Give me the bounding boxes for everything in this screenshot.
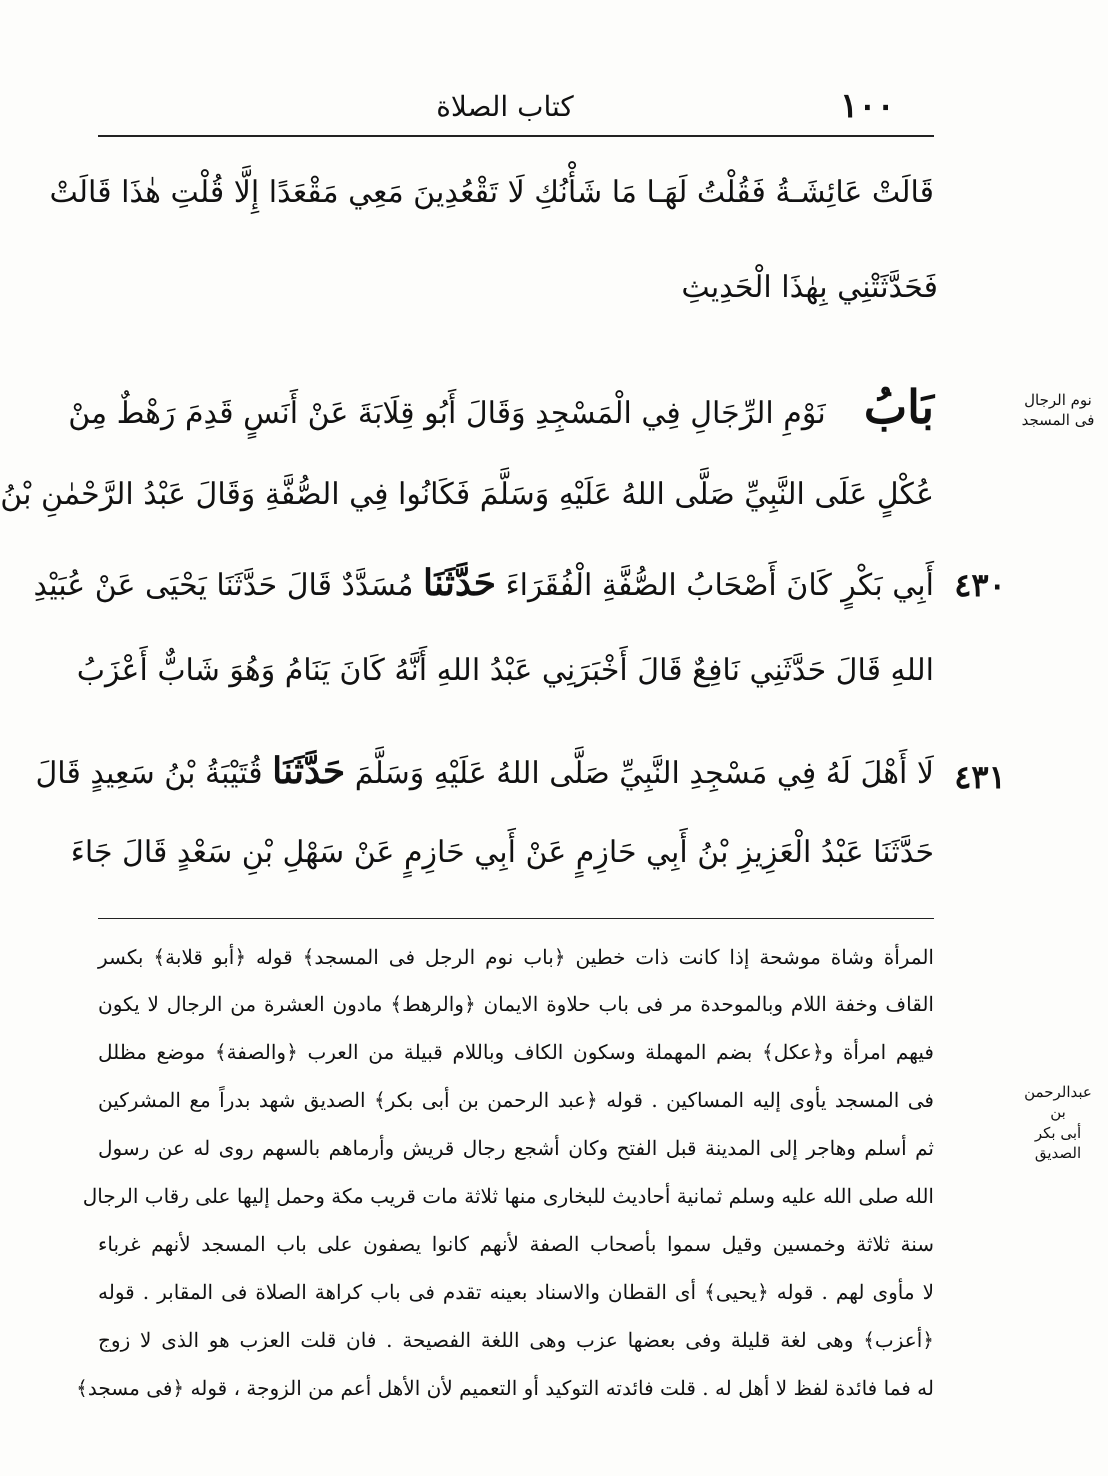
hadith-430-line-1 [33, 562, 934, 604]
footnote-line: لا مأوى لهم . قوله ﴿يحيى﴾ أی القطان والاسناد بعينه تقدم فی باب كراهة الصلاة فی المقابر . قوله [98, 1280, 934, 1304]
footnote-line: سنة ثلاثة وخمسين وقيل سموا بأصحاب الصفة لأنهم كانوا يصفون على باب المسجد لأنهم غرباء [98, 1232, 934, 1256]
footnote-line: فی المسجد يأوی إليه المساكين . قوله ﴿عبد الرحمن بن أبی بكر﴾ الصديق شهد بدراً مع المشركين [98, 1088, 934, 1112]
bab-word: بَابُ [863, 380, 934, 434]
hadith-text: لَا أَهْلَ لَهُ فِي مَسْجِدِ النَّبِيِّ صَلَّى اللهُ عَلَيْهِ وَسَلَّمَ [354, 756, 934, 791]
hadith-number-430: ٤٣٠ [954, 566, 1006, 604]
margin-note-line: نوم الرجال [1024, 391, 1092, 409]
hadith-text: أَبِي بَكْرٍ كَانَ أَصْحَابُ الصُّفَّةِ الْفُقَرَاءَ [505, 568, 934, 603]
haddathana-marker: حَدَّثَنَا [423, 562, 497, 604]
main-text-line: فَحَدَّثَتْنِي بِهٰذَا الْحَدِيثِ [681, 270, 938, 305]
footnote-line: القاف وخفة اللام وبالموحدة مر فی باب حلاوة الایمان ﴿والرهط﴾ مادون العشرة من الرجال لا يكون [98, 992, 934, 1016]
bab-heading-line [68, 380, 934, 434]
footnote-rule [98, 918, 934, 919]
footnote-line: له فما فائدة لفظ لا أهل له . قلت فائدته التوكيد أو التعميم لأن الأهل أعم من الزوجة ، قوله ﴿فی مسجد﴾ [76, 1376, 934, 1400]
main-text-line: عُكْلٍ عَلَى النَّبِيِّ صَلَّى اللهُ عَلَيْهِ وَسَلَّمَ فَكَانُوا فِي الصُّفَّةِ وَقَالَ عَبْدُ الرَّحْمٰنِ بْنُ [0, 477, 934, 512]
haddathana-marker: حَدَّثَنَا [272, 750, 346, 792]
hadith-text: قُتَيْبَةُ بْنُ سَعِيدٍ قَالَ [35, 756, 263, 791]
footnote-line: فيهم امرأة و﴿عكل﴾ بضم المهملة وسكون الكاف وباللام قبيلة من العرب ﴿والصفة﴾ موضع مظلل [98, 1040, 934, 1064]
bab-title-text: نَوْمِ الرِّجَالِ فِي الْمَسْجِدِ وَقَالَ أَبُو قِلَابَةَ عَنْ أَنَسٍ قَدِمَ رَهْطٌ مِنْ [68, 396, 826, 431]
footnote-line: الله صلى الله عليه وسلم ثمانية أحاديث للبخاری منها ثلاثة مات قريب مكة وحمل إليها على رقاب الرجال [82, 1184, 934, 1208]
main-text-line: قَالَتْ عَائِشَـةُ فَقُلْتُ لَهَـا مَا شَأْنُكِ لَا تَقْعُدِينَ مَعِي مَقْعَدًا إِلَّا قُلْتِ هٰذَا قَالَتْ [49, 175, 934, 210]
footnote-line: ﴿أعزب﴾ وهی لغة قليلة وفی بعضها عزب وهی اللغة الفصيحة . فان قلت العزب هو الذی لا زوج [98, 1328, 934, 1352]
margin-note-line: أبی بکر الصدیق [1034, 1123, 1082, 1162]
hadith-number-431: ٤٣١ [954, 758, 1006, 796]
header-rule [98, 135, 934, 137]
hadith-431-line-1 [35, 750, 934, 792]
hadith-430-line-2: اللهِ قَالَ حَدَّثَنِي نَافِعٌ قَالَ أَخْبَرَنِي عَبْدُ اللهِ أَنَّهُ كَانَ يَنَامُ وَهُوَ شَابٌّ أَعْزَبُ [76, 653, 934, 688]
hadith-text: مُسَدَّدٌ قَالَ حَدَّثَنَا يَحْيَى عَنْ عُبَيْدِ [33, 568, 414, 603]
margin-note-line: فی المسجد [1021, 411, 1095, 430]
page-number: ١٠٠ [840, 86, 895, 126]
margin-note-bab [1018, 390, 1098, 431]
footnote-line: ثم أسلم وهاجر إلى المدينة قبل الفتح وكان أشجع رجال قريش وأرماهم بالسهم روى له عن رسول [98, 1136, 934, 1160]
margin-note-abdulrahman [1018, 1082, 1098, 1163]
footnote-line: المرأة وشاة موشحة إذا كانت ذات خطين ﴿باب نوم الرجل فی المسجد﴾ قوله ﴿أبو قلابة﴾ بكسر [98, 945, 934, 969]
hadith-431-line-2: حَدَّثَنَا عَبْدُ الْعَزِيزِ بْنُ أَبِي حَازِمٍ عَنْ أَبِي حَازِمٍ عَنْ سَهْلِ بْنِ سَعْدٍ قَالَ جَاءَ [70, 835, 934, 870]
page-header-title: كتاب الصلاة [436, 90, 574, 123]
margin-note-line: عبدالرحمن بن [1024, 1083, 1092, 1122]
